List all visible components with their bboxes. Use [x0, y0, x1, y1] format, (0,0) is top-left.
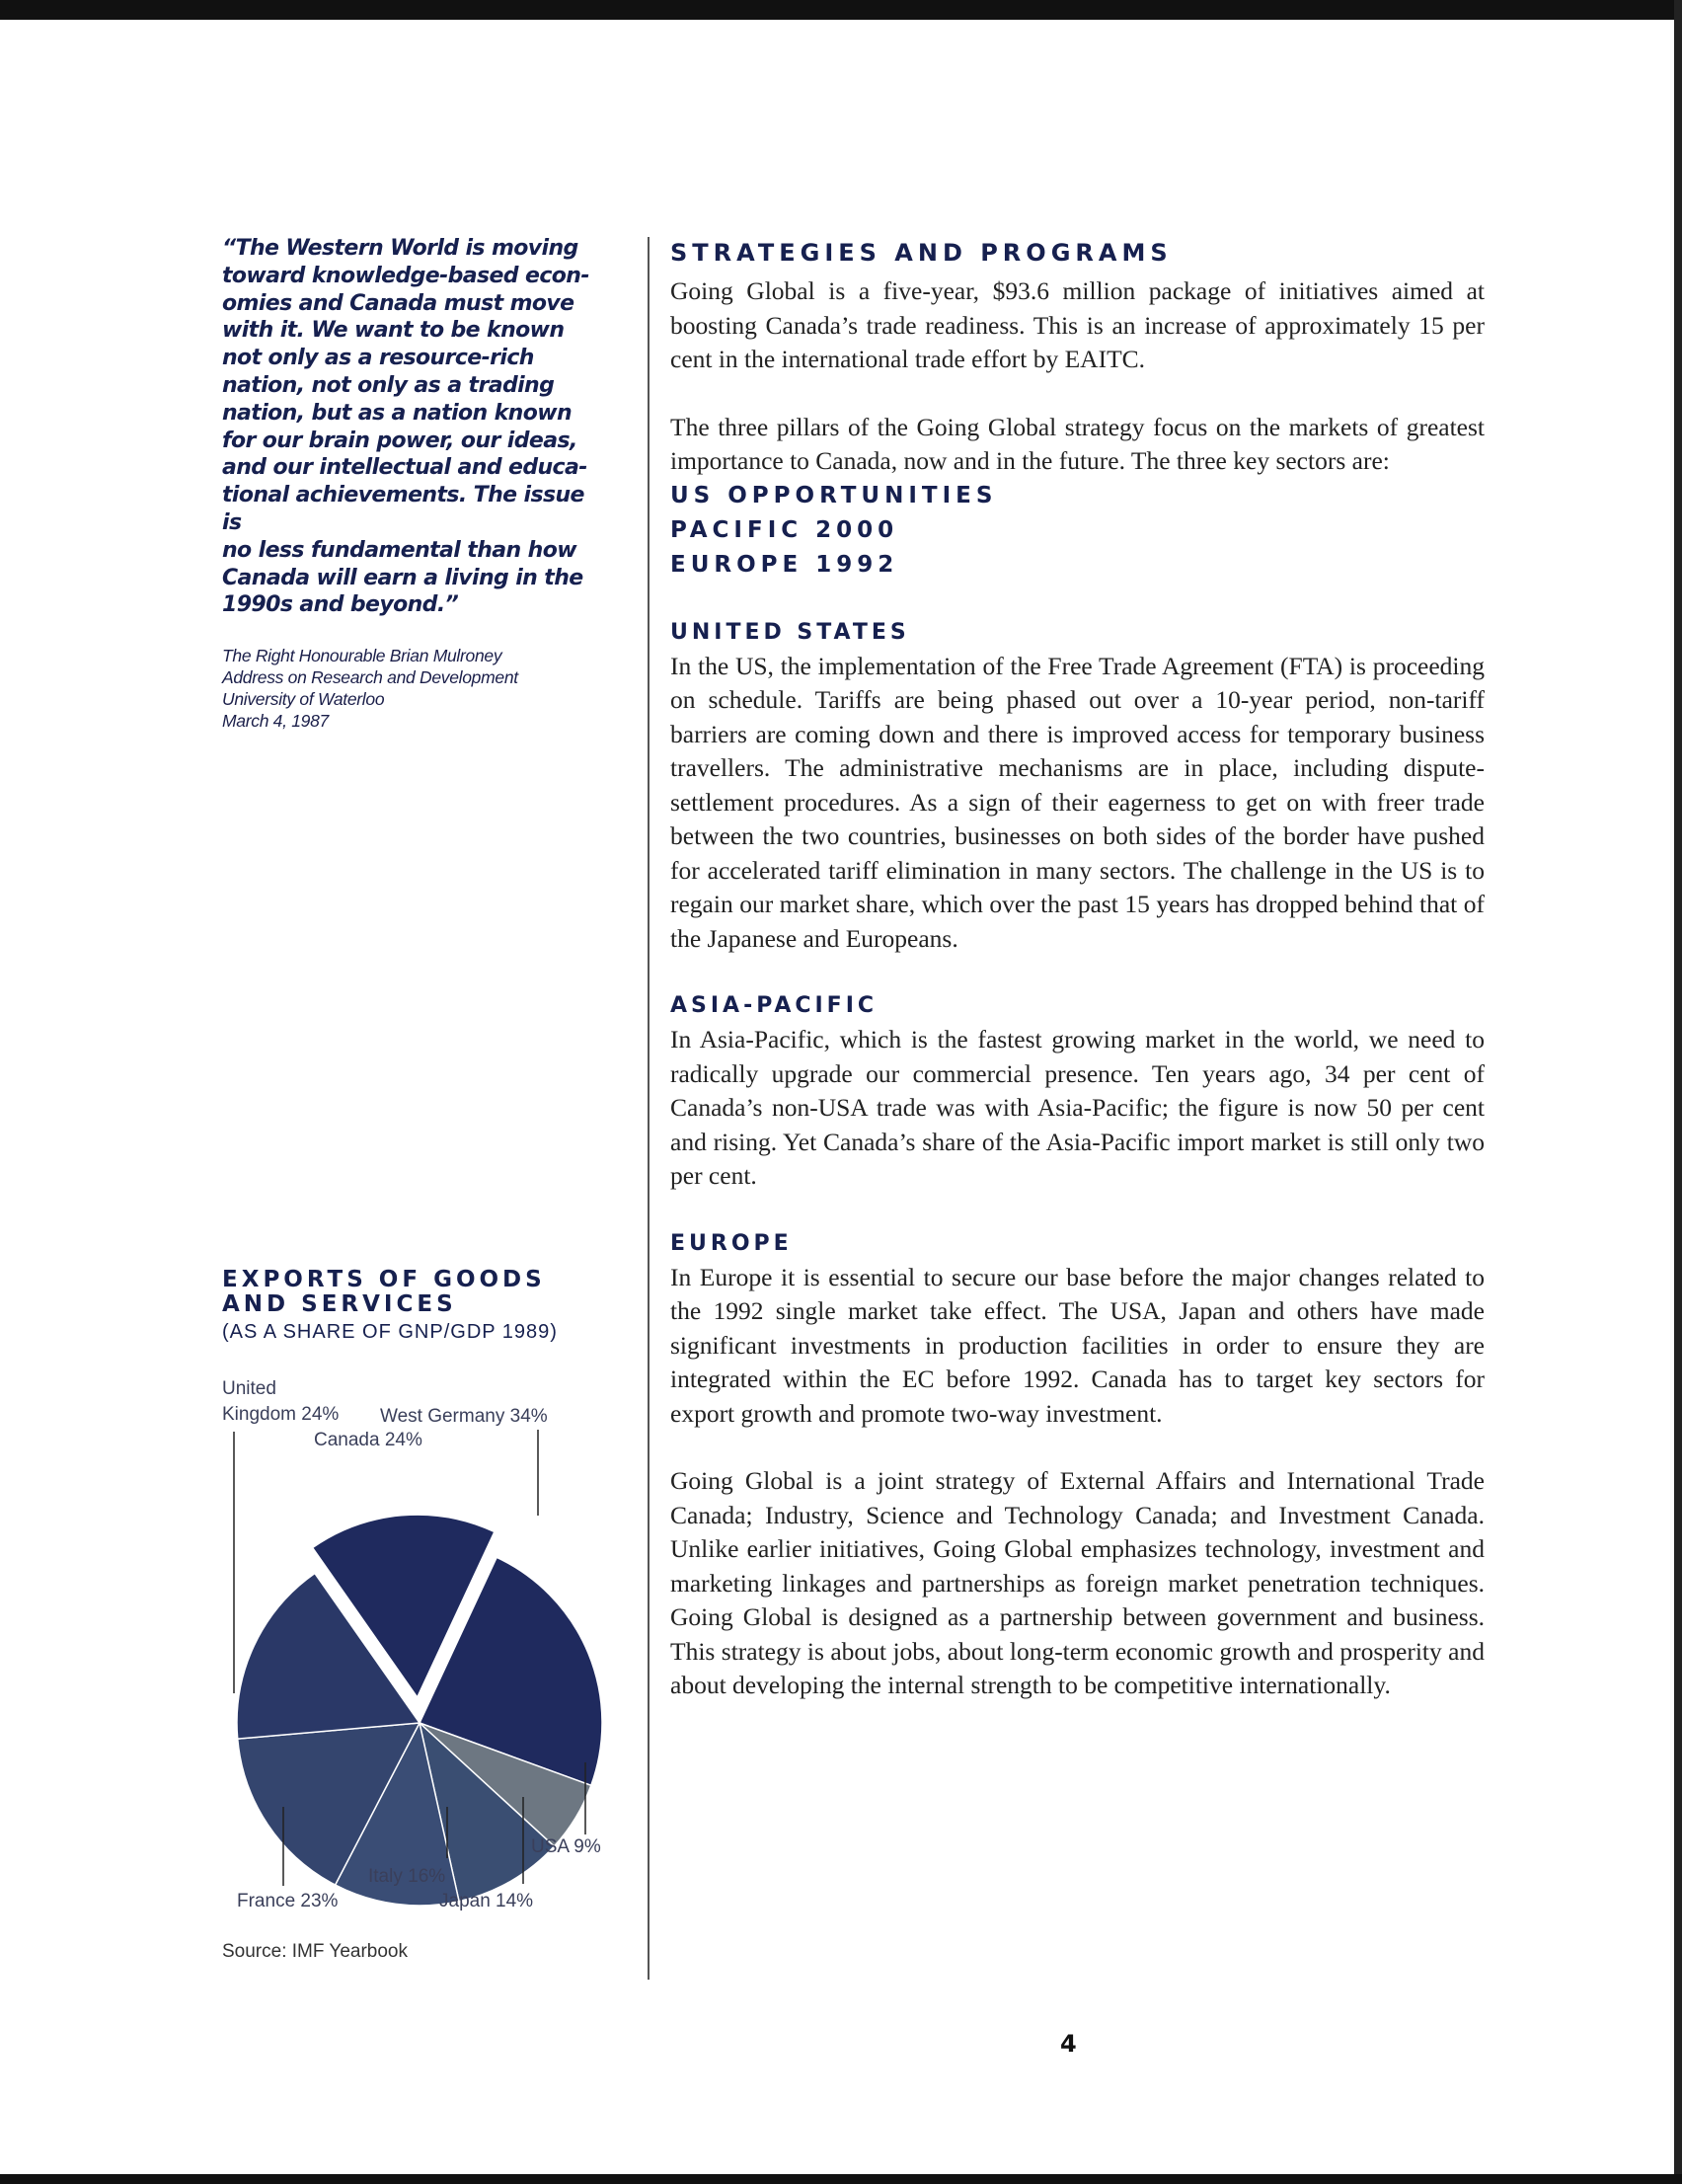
slice-label: United	[222, 1378, 276, 1399]
section-text-united-states: In the US, the implementation of the Free Trade Agreement (FTA) is proceeding on schedule. Tariffs are being phased out over a 10-year period, non-tariff barriers are coming down and there is improved access for temporary business travellers. The administrative mechanisms are in place, including dispute-settlement procedures. As a sign of their eagerness to get on with freer trade between the two countries, businesses on both sides of the border have pushed for accelerated tariff elimination in many sectors. The challenge in the US is to regain our market share, which over the past 15 years has dropped behind that of the Japanese and Europeans.	[670, 651, 1485, 953]
scan-border-top	[0, 0, 1682, 20]
quote-line: for our brain power, our ideas,	[222, 428, 577, 453]
quote-column	[222, 235, 607, 732]
chart-subtitle: (AS A SHARE OF GNP/GDP 1989)	[222, 1321, 558, 1343]
pillars-intro-paragraph: The three pillars of the Going Global strategy focus on the markets of greatest importance to Canada, now and in the future. The three key sectors are:	[670, 412, 1485, 475]
chart-title-line: AND SERVICES	[222, 1291, 457, 1317]
pillar-item: US OPPORTUNITIES	[670, 482, 998, 508]
quote-line: Canada will earn a living in the	[222, 565, 583, 590]
quote-line: no less fundamental than how	[222, 537, 576, 563]
quote-line: tional achievements. The issue is	[222, 483, 584, 535]
quote-line: nation, not only as a trading	[222, 372, 555, 398]
attribution-line: Address on Research and Development	[222, 667, 518, 688]
pillar-item: EUROPE 1992	[670, 551, 899, 578]
quote-line: nation, but as a nation known	[222, 400, 573, 426]
quote-line: not only as a resource-rich	[222, 346, 534, 371]
column-divider	[648, 237, 650, 1980]
quote-line: omies and Canada must move	[222, 290, 574, 316]
scan-border-right	[1674, 0, 1682, 2184]
pillars-list	[670, 479, 1485, 583]
quote-line: toward knowledge-based econ-	[222, 263, 589, 288]
chart-heading-block	[222, 1268, 637, 1345]
quote-line: “The Western World is moving	[222, 236, 578, 261]
section-gap	[670, 583, 1485, 616]
pull-quote	[222, 235, 607, 619]
scan-border-bottom	[0, 2174, 1682, 2184]
attribution-line: March 4, 1987	[222, 711, 329, 732]
page-number: 4	[1060, 2030, 1077, 2058]
section-text-asia-pacific: In Asia-Pacific, which is the fastest growing market in the world, we need to radically upgrade our commercial presence. Ten years ago, 34 per cent of Canada’s non-USA trade was with Asia-Pacific; the figure is now 50 per cent and rising. Yet Canada’s share of the Asia-Pacific import market is still only two per cent.	[670, 1025, 1485, 1190]
closing-paragraph: Going Global is a joint strategy of External Affairs and International Trade Canada; Industry, Science and Technology Canada; and Investment Canada. Unlike earlier initiatives, Going Global emphasizes technology, investment and marketing linkages and partnerships as foreign market penetration techniques. Going Global is designed as a partnership between government and business. This strategy is about jobs, about long-term economic growth and prosperity and about developing the internal strength to be competitive internationally.	[670, 1466, 1485, 1699]
slice-label: France 23%	[237, 1891, 339, 1911]
attribution-line: The Right Honourable Brian Mulroney	[222, 646, 502, 666]
pillar-item: PACIFIC 2000	[670, 516, 899, 543]
slice-label: Canada 24%	[314, 1430, 422, 1450]
section-heading-asia-pacific: ASIA-PACIFIC	[670, 993, 879, 1018]
slice-label: West Germany 34%	[380, 1406, 548, 1427]
attribution-line: University of Waterloo	[222, 689, 385, 710]
sections	[670, 583, 1485, 1432]
slice-label: Japan 14%	[439, 1891, 534, 1911]
chart-title-line: EXPORTS OF GOODS	[222, 1267, 546, 1292]
section-heading-europe: EUROPE	[670, 1230, 793, 1256]
section-gap	[670, 956, 1485, 989]
section-gap	[670, 1194, 1485, 1227]
chart-title	[222, 1268, 637, 1317]
exports-pie-chart	[222, 1372, 637, 1925]
section-heading-united-states: UNITED STATES	[670, 619, 910, 645]
slice-label: Italy 16%	[368, 1866, 446, 1887]
main-column	[670, 235, 1485, 1703]
slice-label: USA 9%	[531, 1836, 601, 1857]
quote-attribution	[222, 645, 607, 732]
section-text-europe: In Europe it is essential to secure our base before the major changes related to the 1992 single market take effect. The USA, Japan and others have made significant investments in production facilities in order to ensure they are integrated within the EC before 1992. Canada has to target key sectors for export growth and promote two-way investment.	[670, 1262, 1485, 1428]
quote-line: 1990s and beyond.”	[222, 592, 459, 618]
intro-paragraph: Going Global is a five-year, $93.6 million package of initiatives aimed at boosting Canada’s trade readiness. This is an increase of approximately 15 per cent in the international trade effort by EAITC.	[670, 276, 1485, 373]
chart-source: Source: IMF Yearbook	[222, 1941, 408, 1962]
quote-line: with it. We want to be known	[222, 318, 565, 344]
page-title: STRATEGIES AND PROGRAMS	[670, 239, 1173, 267]
quote-line: and our intellectual and educa-	[222, 455, 587, 481]
slice-label: Kingdom 24%	[222, 1404, 340, 1425]
